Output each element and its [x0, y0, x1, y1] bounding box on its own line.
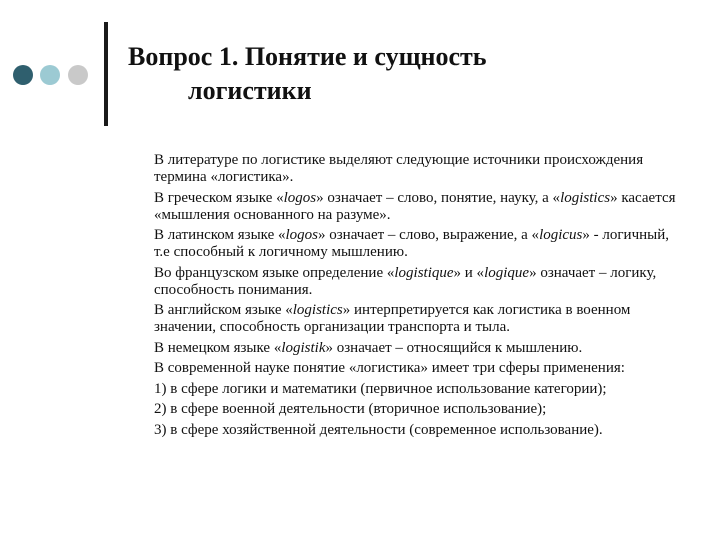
- italic-term: logistics: [560, 189, 611, 206]
- text-segment: Во французском языке определение «: [154, 264, 395, 281]
- body-paragraph: [154, 152, 684, 186]
- text-segment: В греческом языке «: [154, 189, 284, 206]
- body-paragraph: [154, 340, 684, 357]
- body-paragraph: [154, 227, 684, 261]
- text-segment: В английском языке «: [154, 302, 293, 318]
- italic-term: logistique: [394, 264, 454, 281]
- body-paragraph: [154, 190, 684, 224]
- text-segment: В современной науке понятие «логистика» имеет три сферы применения:: [154, 360, 625, 376]
- body-paragraph: [154, 265, 684, 299]
- accent-dot-gray: [68, 65, 88, 85]
- italic-term: logistics: [292, 302, 343, 318]
- text-segment: » интерпретируется как логистика в военном значении, способность организации транспорта и тыла.: [154, 302, 631, 335]
- text-segment: 2) в сфере военной деятельности (вторичное использование);: [154, 401, 547, 417]
- text-segment: 3) в сфере хозяйственной деятельности (современное использование).: [154, 421, 603, 438]
- text-segment: В литературе по логистике выделяют следующие источники происхождения термина «логистика».: [154, 152, 644, 185]
- text-segment: 1) в сфере логики и математики (первичное использование категории);: [154, 380, 607, 397]
- body-paragraph: [154, 302, 684, 336]
- slide-title-line-2: логистики: [188, 76, 312, 105]
- text-segment: В немецком языке «: [154, 339, 282, 356]
- italic-term: logique: [484, 264, 530, 281]
- italic-term: logos: [285, 227, 318, 243]
- text-segment: » - логичный, т.е способный к логичному мышлению.: [154, 227, 669, 260]
- text-segment: » означает – относящийся к мышлению.: [325, 339, 583, 356]
- text-segment: » означает – слово, понятие, науку, а «: [316, 189, 561, 206]
- body-paragraph: [154, 360, 684, 377]
- slide-title-line-1: Вопрос 1. Понятие и сущность: [128, 42, 487, 71]
- body-paragraph: [154, 381, 684, 398]
- italic-term: logos: [283, 189, 317, 206]
- slide-body: [154, 152, 684, 442]
- text-segment: » означает – логику, способность понимания.: [154, 264, 657, 298]
- body-paragraph: [154, 422, 684, 439]
- text-segment: » и «: [453, 264, 485, 281]
- italic-term: logistik: [281, 339, 326, 356]
- text-segment: В латинском языке «: [154, 227, 286, 243]
- accent-dot-light-blue: [40, 65, 60, 85]
- slide-title: [128, 40, 688, 108]
- text-segment: » означает – слово, выражение, а «: [318, 227, 540, 243]
- body-paragraph: [154, 401, 684, 418]
- italic-term: logicus: [539, 227, 583, 243]
- accent-dot-dark: [13, 65, 33, 85]
- title-divider-line: [104, 22, 108, 126]
- text-segment: » касается «мышления основанного на разуме».: [154, 189, 676, 223]
